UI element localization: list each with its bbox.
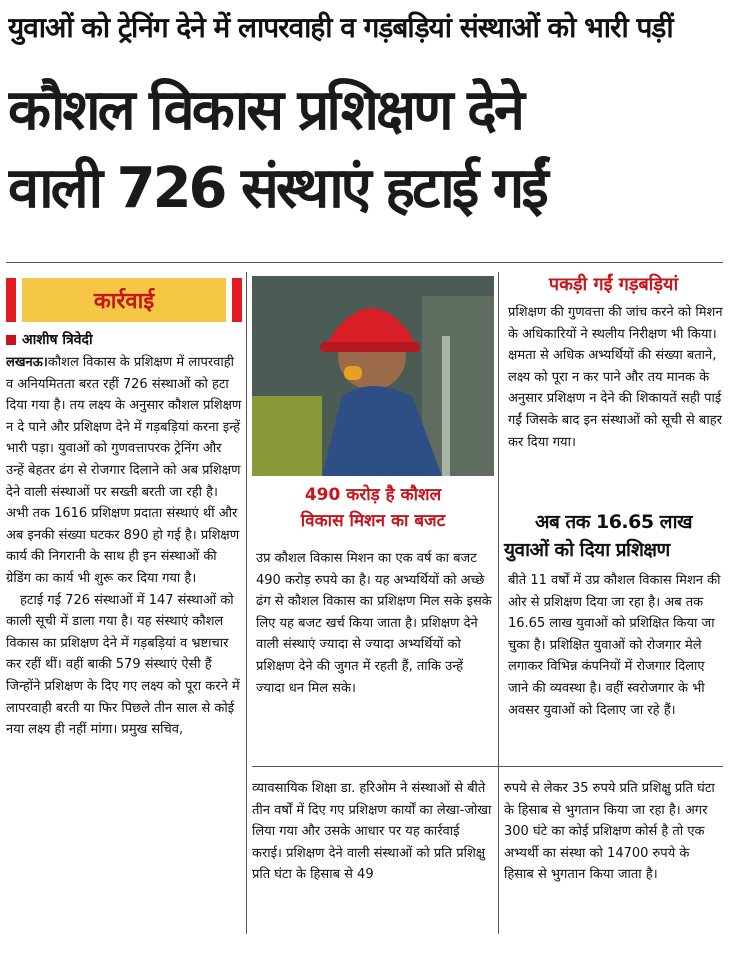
column-1 — [6, 352, 242, 932]
tag-bar-right — [232, 278, 242, 322]
dateline: लखनऊ। — [6, 355, 48, 370]
news-photo — [252, 276, 494, 476]
col1-para-1: कौशल विकास के प्रशिक्षण में लापरवाही व अनियमितता बरत रहीं 726 संस्थाओं को हटा दिया गया है। तय लक्ष्य के अनुसार कौशल प्रशिक्षण न दे पाने और प्रशिक्षण देने में गड़बड़ियां करना इन्हें भारी पड़ा। युवाओं को गुणवत्तापरक ट्रेनिंग और उन्हें बेहतर ढंग से रोजगार दिलाने को अब प्रशिक्षण देने वाली संस्थाओं पर सख्ती बरती जा रही है। अभी तक 1616 प्रशिक्षण प्रदाता संस्थाएं थीं और अब इनकी संख्या घटकर 890 हो गई है। प्रशिक्षण कार्य की निगरानी के साथ ही इन संस्थाओं की ग्रेडिंग का कार्य भी शुरू कर दिया गया है। — [6, 355, 242, 586]
trained-youth-subhead-line-1: अब तक 16.65 लाख — [534, 511, 693, 533]
byline-author: आशीष त्रिवेदी — [22, 332, 93, 348]
col1-para-2: हटाई गई 726 संस्थाओं में 147 संस्थाओं को काली सूची में डाला गया है। यह संस्थाएं कौशल विकास का प्रशिक्षण देने में गड़बड़ियां व भ्रष्टाचार कर रहीं थीं। वहीं बाकी 579 संस्थाएं ऐसी हैं जिन्होंने प्रशिक्षण के दिए गए लक्ष्य को पूरा करने में लापरवाही बरती या फिर पिछले तीन साल से कोई नया लक्ष्य ही नहीं मांगा। प्रमुख सचिव, — [6, 592, 240, 738]
bottom-band-divider — [252, 766, 723, 767]
main-headline — [8, 72, 721, 228]
column-3-body-2: बीते 11 वर्षों में उप्र कौशल विकास मिशन की ओर से प्रशिक्षण दिया जा रहा है। अब तक 16.65 लाख युवाओं को प्रशिक्षित किया जा चुका है। प्रशिक्षित युवाओं को रोजगार मेले लगाकर विभिन्न कंपनियों में रोजगार दिलाए जाने की व्यवस्था है। वहीं स्वरोजगार के भी अवसर युवाओं को दिलाए जा रहे हैं। — [508, 573, 721, 718]
byline-square-icon — [6, 335, 16, 345]
trained-youth-subhead — [504, 508, 723, 564]
column-divider-2 — [498, 272, 499, 934]
trained-youth-subhead-line-2: युवाओं को दिया प्रशिक्षण — [504, 539, 670, 561]
tag-label: कार्रवाई — [22, 278, 226, 322]
column-divider-1 — [246, 272, 247, 934]
column-2-body: उप्र कौशल विकास मिशन का एक वर्ष का बजट 490 करोड़ रुपये का है। यह अभ्यर्थियों को अच्छे ढंग से कौशल विकास का प्रशिक्षण मिल सके इसके लिए यह बजट खर्च किया जाता है। प्रशिक्षण देने वाली संस्थाएं ज्यादा से ज्यादा अभ्यर्थियों को प्रशिक्षण देने की जुगत में रहती हैं, ताकि उन्हें ज्यादा धन मिल सके। — [256, 551, 492, 696]
headline-line-1: कौशल विकास प्रशिक्षण देने — [8, 78, 522, 143]
section-tag — [6, 278, 242, 322]
worker-photo-illustration — [252, 276, 494, 476]
column-3-bottom: रुपये से लेकर 35 रुपये प्रति प्रशिक्षु प्रति घंटा के हिसाब से भुगतान किया जा रहा है। अगर 300 घंटे का कोई प्रशिक्षण कोर्स है तो एक अभ्यर्थी का संस्था को 14700 रुपये के हिसाब से भुगतान किया जाता है। — [504, 781, 715, 883]
column-2-bottom: व्यावसायिक शिक्षा डा. हरिओम ने संस्थाओं से बीते तीन वर्षों में दिए गए प्रशिक्षण कार्यों का लेखा-जोखा लिया गया और उसके आधार पर यह कार्रवाई कराई। प्रशिक्षण देने वाली संस्थाओं को प्रति प्रशिक्षु प्रति घंटा के हिसाब से 49 — [252, 781, 492, 883]
budget-subhead — [252, 482, 494, 534]
column-3-body-1: प्रशिक्षण की गुणवत्ता की जांच करने को मिशन के अधिकारियों ने स्थलीय निरीक्षण भी किया। क्षमता से अधिक अभ्यर्थियों की संख्या बताने, लक्ष्य को पूरा न कर पाने और तय मानक के अनुसार प्रशिक्षण न देने की शिकायतें सही पाई गईं जिसके बाद इन संस्थाओं को सूची से बाहर कर दिया गया। — [508, 305, 723, 450]
budget-subhead-line-2: विकास मिशन का बजट — [300, 511, 446, 531]
irregularities-subhead: पकड़ी गईं गड़बड़ियां — [548, 274, 679, 295]
headline-line-2: वाली 726 संस्थाएं हटाई गईं — [8, 156, 546, 221]
tag-bar-left — [6, 278, 16, 322]
byline — [6, 330, 93, 349]
budget-subhead-line-1: 490 करोड़ है कौशल — [304, 485, 442, 505]
kicker-headline: युवाओं को ट्रेनिंग देने में लापरवाही व गड़बड़ियां संस्थाओं को भारी पड़ीं — [8, 11, 673, 44]
headline-divider — [6, 262, 723, 263]
